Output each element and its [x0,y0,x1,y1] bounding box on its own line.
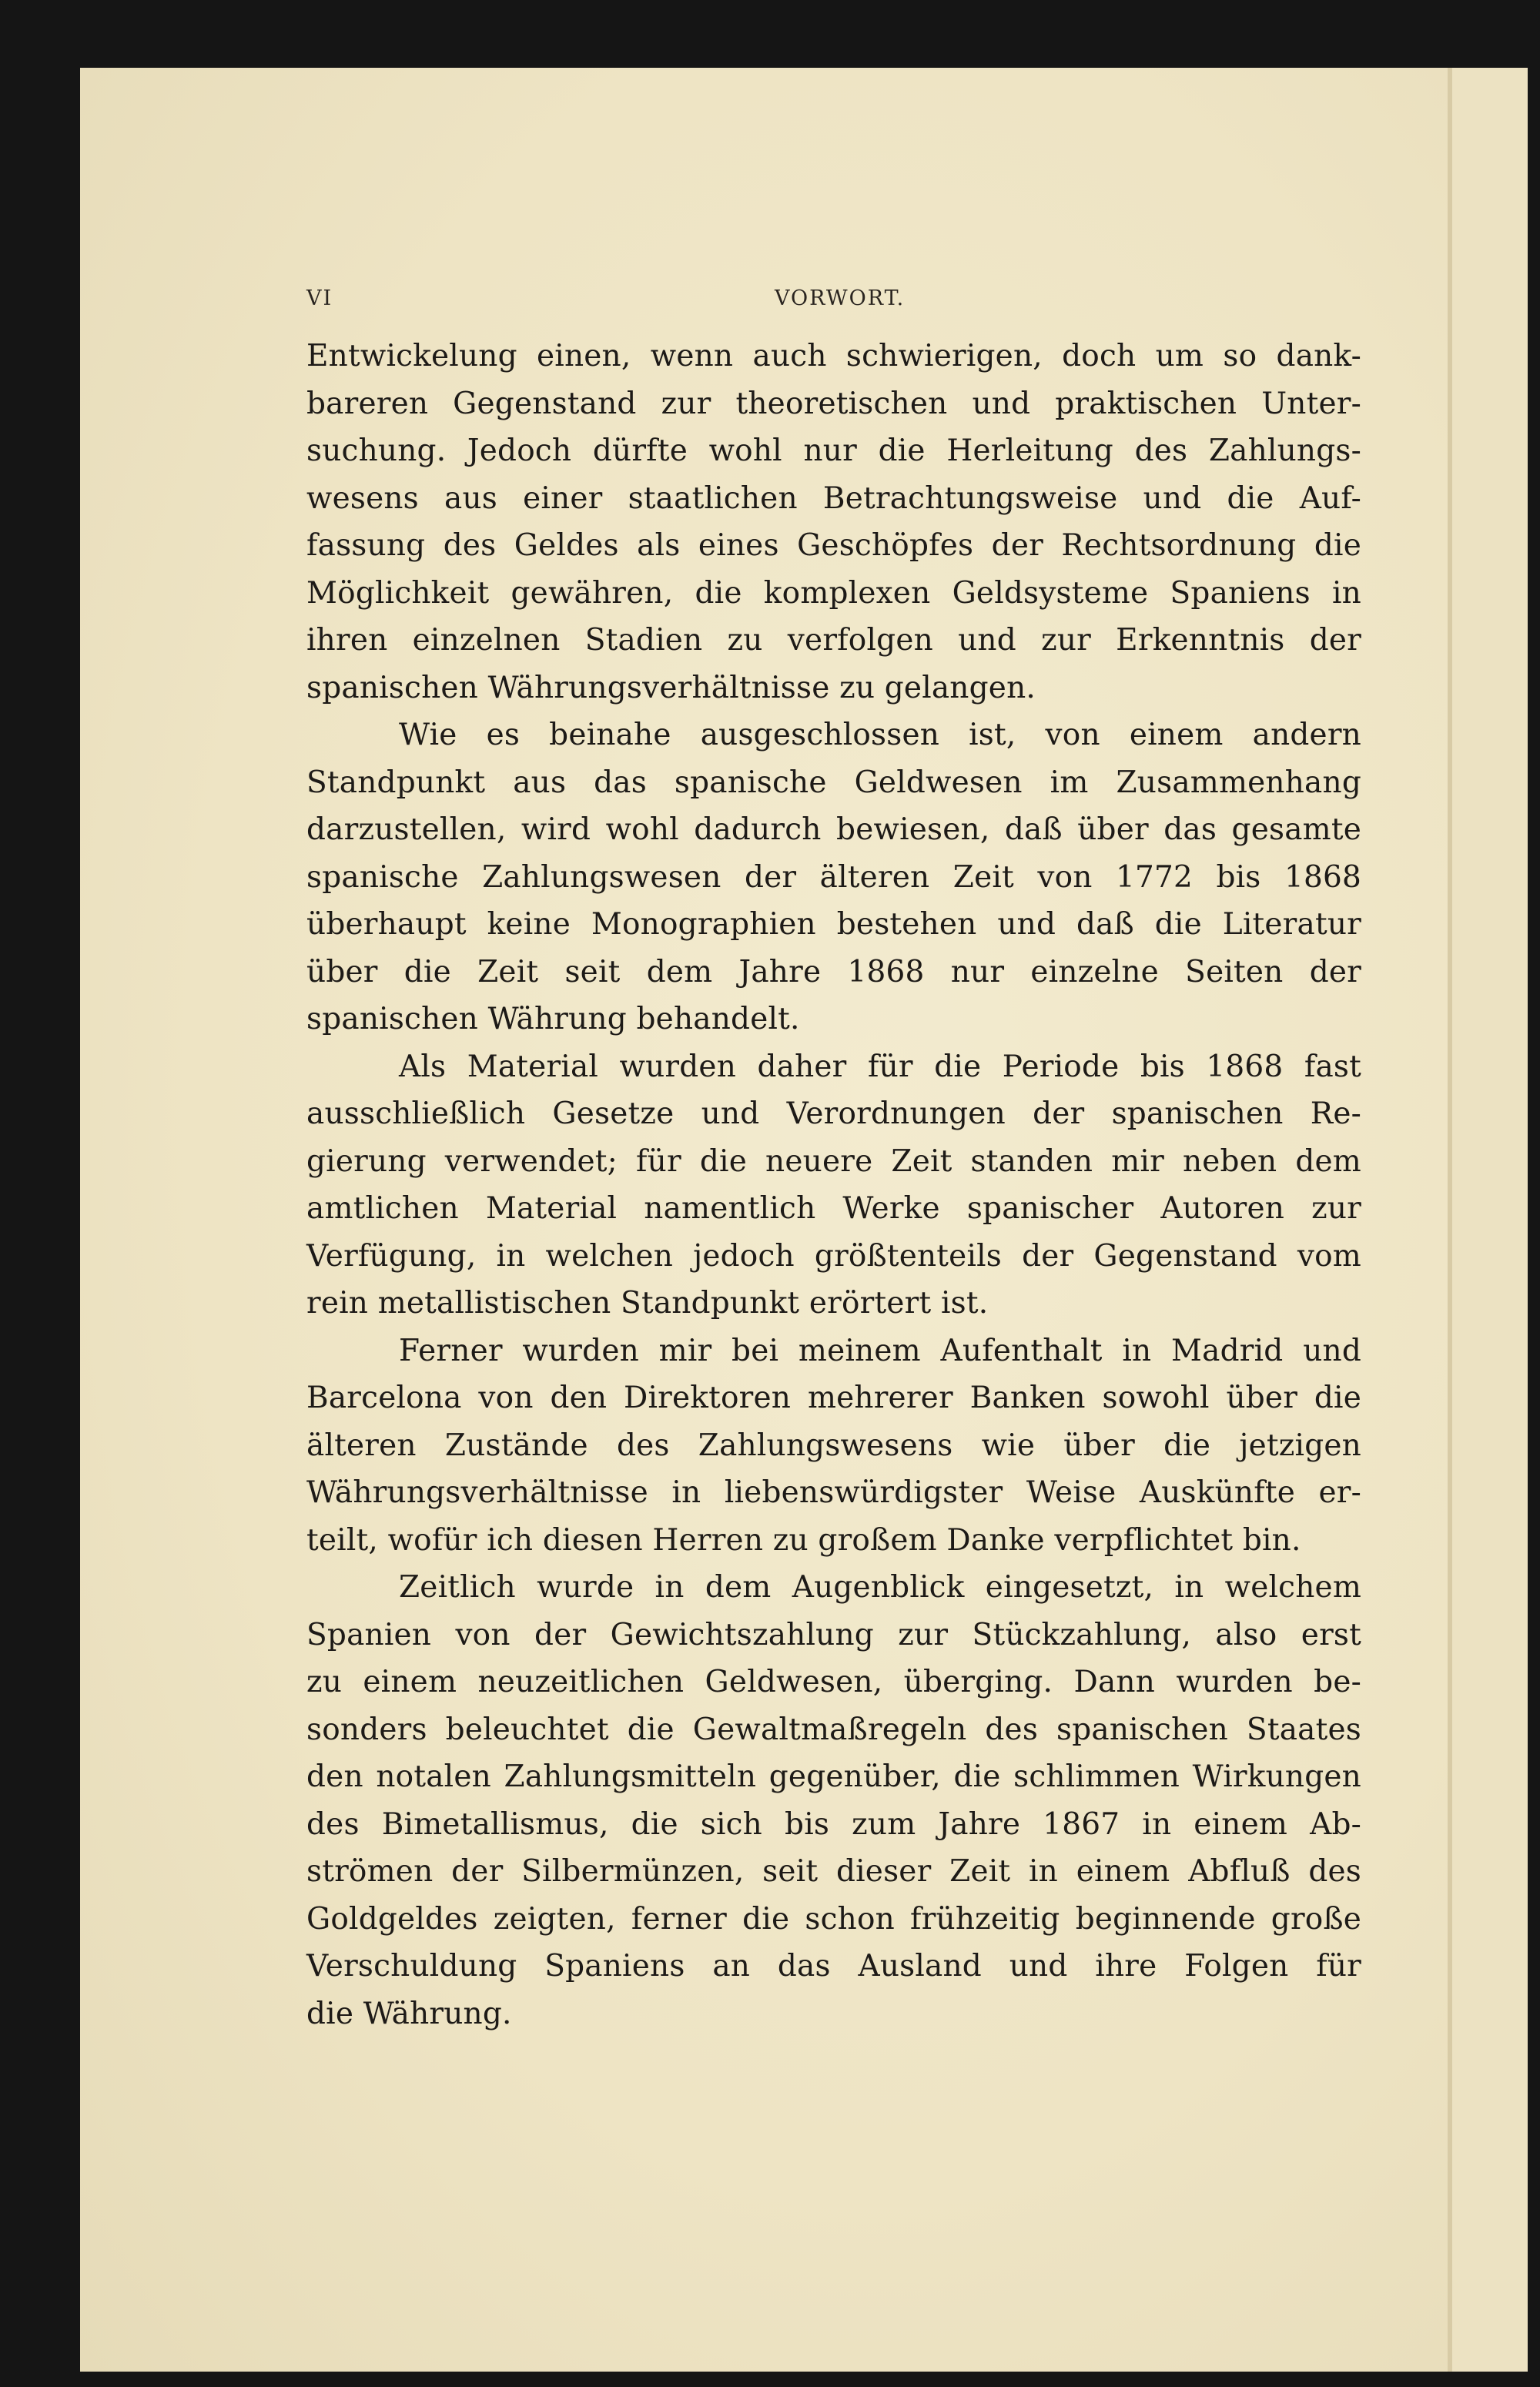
text-line: Zeitlich wurde in dem Augenblick eingesetzt, in welchem [399,1570,1361,1605]
text-line: Ferner wurden mir bei meinem Aufenthalt in Madrid und [399,1333,1361,1368]
next-page-strip [1452,68,1528,2372]
text-line: fassung des Geldes als eines Geschöpfes der Rechtsordnung die [306,528,1361,563]
text-line: Standpunkt aus das spanische Geldwesen im Zusammenhang [306,765,1361,800]
text-line: sonders beleuchtet die Gewaltmaßregeln des spanischen Staates [306,1712,1361,1747]
running-head [0,286,1540,317]
running-head-title: VORWORT. [775,286,906,310]
text-line: Verschuldung Spaniens an das Ausland und ihre Folgen für [306,1949,1361,1984]
text-line: spanische Zahlungswesen der älteren Zeit von 1772 bis 1868 [306,859,1361,895]
text-line: überhaupt keine Monographien bestehen und daß die Literatur [306,907,1361,942]
text-line: teilt, wofür ich diesen Herren zu großem Danke verpflichtet bin. [306,1522,1301,1558]
text-line: Verfügung, in welchen jedoch größtenteils der Gegenstand vom [306,1238,1361,1274]
text-line: die Währung. [306,1996,512,2031]
text-line: rein metallistischen Standpunkt erörtert ist. [306,1286,989,1321]
text-line: Spanien von der Gewichtszahlung zur Stückzahlung, also erst [306,1617,1361,1652]
text-line: ihren einzelnen Stadien zu verfolgen und zur Erkenntnis der [306,623,1361,658]
text-line: bareren Gegenstand zur theoretischen und praktischen Unter- [306,386,1361,421]
paragraph [306,333,1361,711]
text-line: Barcelona von den Direktoren mehrerer Banken sowohl über die [306,1381,1361,1415]
paragraph [306,1327,1361,1565]
text-line: gierung verwendet; für die neuere Zeit standen mir neben dem [306,1143,1361,1179]
text-line: älteren Zustände des Zahlungswesens wie über die jetzigen [306,1428,1361,1463]
text-line: zu einem neuzeitlichen Geldwesen, überging. Dann wurden be- [306,1665,1361,1699]
text-line: Möglichkeit gewähren, die komplexen Geldsysteme Spaniens in [306,575,1361,611]
text-line: des Bimetallismus, die sich bis zum Jahre 1867 in einem Ab- [306,1806,1361,1842]
text-line: über die Zeit seit dem Jahre 1868 nur einzelne Seiten der [306,954,1361,989]
text-line: wesens aus einer staatlichen Betrachtungsweise und die Auf- [306,480,1361,516]
text-line: spanischen Währungsverhältnisse zu gelangen. [306,670,1036,705]
text-line: den notalen Zahlungsmitteln gegenüber, die schlimmen Wirkungen [306,1759,1361,1794]
paragraph [306,1043,1361,1327]
text-line: strömen der Silbermünzen, seit dieser Zeit in einem Abfluß des [306,1854,1361,1889]
body-text [306,333,1361,2037]
text-line: darzustellen, wird wohl dadurch bewiesen, daß über das gesamte [306,812,1361,847]
text-line: ausschließlich Gesetze und Verordnungen der spanischen Re- [306,1096,1361,1131]
text-line: Als Material wurden daher für die Periode bis 1868 fast [399,1049,1361,1084]
text-line: Entwickelung einen, wenn auch schwierigen, doch um so dank- [306,339,1361,373]
paragraph [306,711,1361,1043]
page-number: VI [306,286,333,310]
text-line: Währungsverhältnisse in liebenswürdigster Weise Auskünfte er- [306,1475,1361,1510]
text-line: spanischen Währung behandelt. [306,1002,800,1036]
text-line: suchung. Jedoch dürfte wohl nur die Herleitung des Zahlungs- [306,434,1361,468]
text-line: Wie es beinahe ausgeschlossen ist, von einem andern [399,718,1361,752]
text-line: Goldgeldes zeigten, ferner die schon frühzeitig beginnende große [306,1901,1361,1937]
text-line: amtlichen Material namentlich Werke spanischer Autoren zur [306,1191,1361,1226]
paragraph [306,1564,1361,2037]
